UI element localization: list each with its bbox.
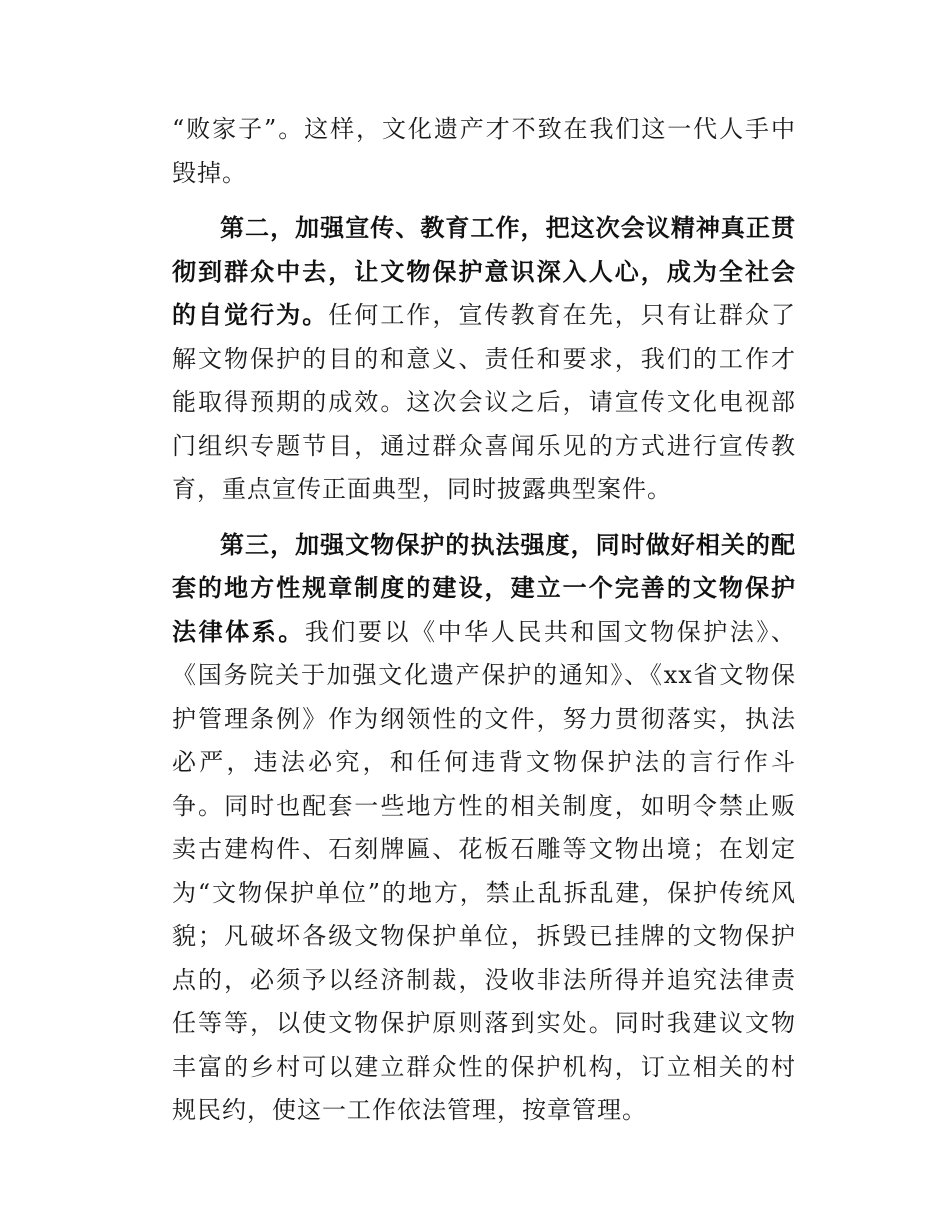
paragraph-second-point: [172, 207, 796, 512]
paragraph-1-text: “败家子”。这样，文化遗产才不致在我们这一代人手中毁掉。: [172, 115, 796, 187]
paragraph-third-point: [172, 524, 796, 1133]
paragraph-3-text: 我们要以《中华人民共和国文物保护法》、《国务院关于加强文化遗产保护的通知》、《xx省文物保护管理条例》作为纲领性的文件，努力贯彻落实，执法必严，违法必究，和任何违背文物保护法的言行作斗争。同时也配套一些地方性的相关制度，如明令禁止贩卖古建构件、石刻牌匾、花板石雕等文物出境；在划定为“文物保护单位”的地方，禁止乱拆乱建，保护传统风貌；凡破坏各级文物保护单位，拆毁已挂牌的文物保护点的，必须予以经济制裁，没收非法所得并追究法律责任等等，以使文物保护原则落到实处。同时我建议文物丰富的乡村可以建立群众性的保护机构，订立相关的村规民约，使这一工作依法管理，按章管理。: [172, 617, 797, 1124]
paragraph-3-heading: 第三，加强文物保护的执法强度，同时做好相关的配套的地方性规章制度的建设，建立一个完善的文物保护法律体系。: [172, 530, 796, 646]
paragraph-2-heading: 第二，加强宣传、教育工作，把这次会议精神真正贯彻到群众中去，让文物保护意识深入人心，成为全社会的自觉行为。: [172, 214, 796, 329]
document-body: [172, 108, 796, 1133]
paragraph-continuation: [172, 108, 796, 195]
paragraph-2-text: 任何工作，宣传教育在先，只有让群众了解文物保护的目的和意义、责任和要求，我们的工作才能取得预期的成效。这次会议之后，请宣传文化电视部门组织专题节目，通过群众喜闻乐见的方式进行宣传教育，重点宣传正面典型，同时披露典型案件。: [172, 301, 797, 503]
